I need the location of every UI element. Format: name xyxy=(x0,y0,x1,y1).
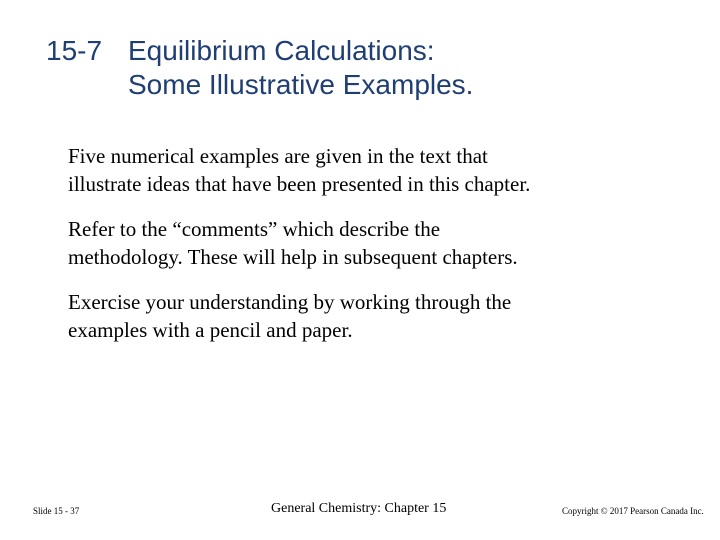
title-text-line1: Equilibrium Calculations: xyxy=(128,35,435,66)
section-number: 15-7 xyxy=(46,35,103,66)
title-text-line2: Some Illustrative Examples. xyxy=(128,69,474,100)
paragraph-line: Exercise your understanding by working through the xyxy=(68,290,512,314)
footer-copyright: Copyright © 2017 Pearson Canada Inc. xyxy=(562,506,704,516)
body-paragraph-2 xyxy=(68,215,668,271)
paragraph-line: Refer to the “comments” which describe the xyxy=(68,217,441,241)
paragraph-line: examples with a pencil and paper. xyxy=(68,318,353,342)
footer-chapter: General Chemistry: Chapter 15 xyxy=(271,501,447,516)
paragraph-line: illustrate ideas that have been presented in this chapter. xyxy=(68,172,531,196)
paragraph-line: methodology. These will help in subsequent chapters. xyxy=(68,245,518,269)
paragraph-line: Five numerical examples are given in the text that xyxy=(68,144,488,168)
slide-title xyxy=(46,34,686,102)
body-paragraph-1 xyxy=(68,142,668,198)
title-first-line xyxy=(46,34,686,68)
body-paragraph-3 xyxy=(68,288,668,344)
footer-slide-number: Slide 15 - 37 xyxy=(33,506,80,516)
